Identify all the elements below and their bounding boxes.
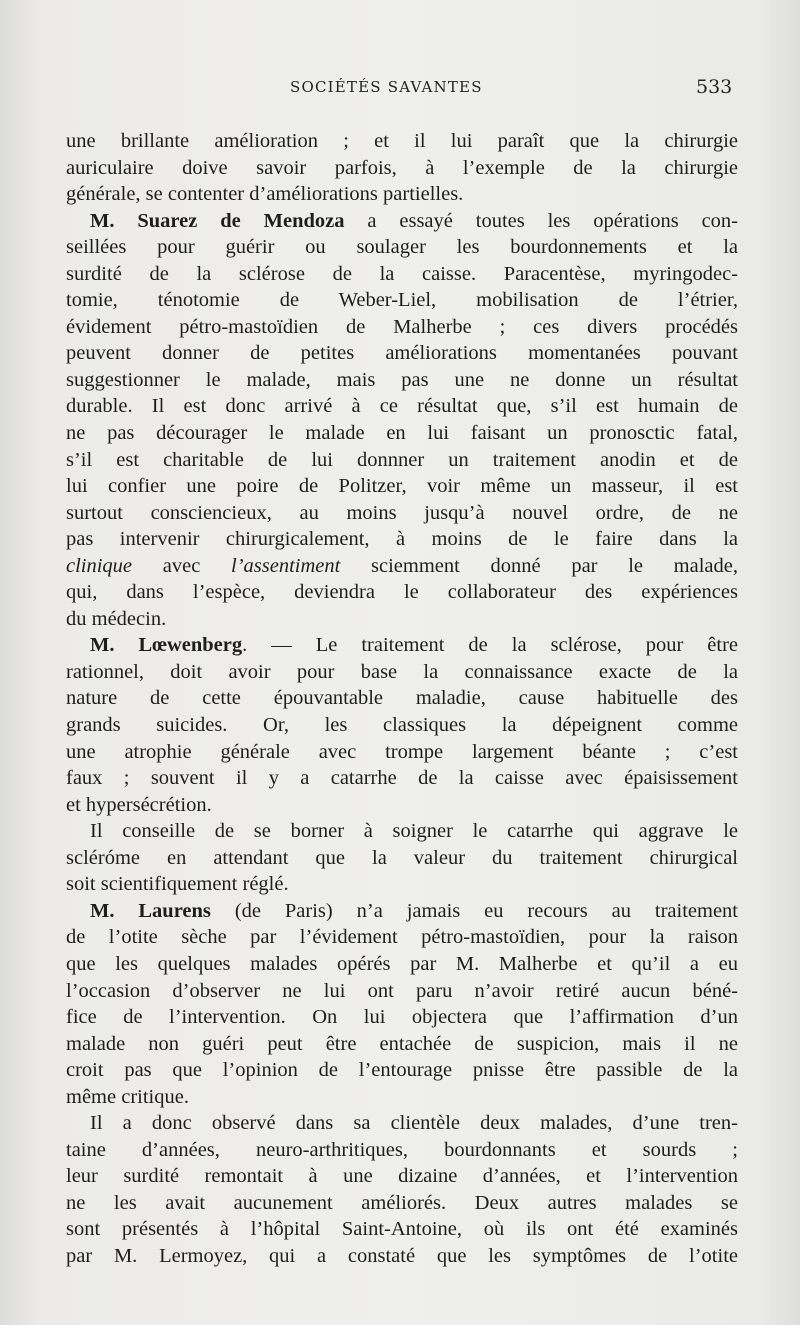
text-line: malade non guéri peut être entachée de suspicion, mais il ne bbox=[66, 1032, 738, 1055]
text-line: l’occasion d’observer ne lui ont paru n’avoir retiré aucun béné- bbox=[66, 979, 738, 1002]
text-line: taine d’années, neuro-arthritiques, bourdonnants et sourds ; bbox=[66, 1138, 738, 1161]
speaker-name: M. Lœwenberg bbox=[90, 634, 243, 657]
text-line: nature de cette épouvantable maladie, cause habituelle des bbox=[66, 687, 738, 710]
text-line: rationnel, doit avoir pour base la connaissance exacte de la bbox=[66, 660, 738, 683]
page-number: 533 bbox=[696, 76, 733, 98]
text-line: ne pas décourager le malade en lui faisant un pronosctic fatal, bbox=[66, 422, 738, 445]
text-line: lui confier une poire de Politzer, voir même un masseur, il est bbox=[66, 475, 738, 498]
text-line bbox=[66, 632, 738, 659]
text-line: Il a donc observé dans sa clientèle deux malades, d’une tren- bbox=[90, 1112, 738, 1135]
paragraph-suarez-de-mendoza bbox=[66, 208, 738, 633]
text-line: grands suicides. Or, les classiques la dépeignent comme bbox=[66, 714, 738, 737]
text-line: auriculaire doive savoir parfois, à l’exemple de la chirurgie bbox=[66, 156, 738, 179]
body-text bbox=[66, 128, 738, 1270]
speaker-name: M. Laurens bbox=[90, 899, 211, 922]
text-line: même critique. bbox=[66, 1085, 189, 1108]
text-line: du médecin. bbox=[66, 607, 167, 630]
text-line: évidement pétro-mastoïdien de Malherbe ; ces divers procédés bbox=[66, 315, 738, 338]
text-line: ne les avait aucunement améliorés. Deux autres malades se bbox=[66, 1191, 738, 1214]
text-line: une brillante amélioration ; et il lui paraît que la chirurgie bbox=[66, 130, 738, 152]
text-line: suggestionner le malade, mais pas une ne donne un résultat bbox=[66, 368, 738, 391]
text-line: une atrophie générale avec trompe largement béante ; c’est bbox=[66, 740, 738, 763]
text-line: par M. Lermoyez, qui a constaté que les symptômes de l’otite bbox=[66, 1244, 738, 1267]
text-line: de l’otite sèche par l’évidement pétro-mastoïdien, pour la raison bbox=[66, 926, 738, 949]
text-line: que les quelques malades opérés par M. Malherbe et qu’il a eu bbox=[66, 952, 738, 975]
text-line: faux ; souvent il y a catarrhe de la caisse avec épaisissement bbox=[66, 767, 738, 790]
text-line: générale, se contenter d’améliorations partielles. bbox=[66, 183, 464, 206]
text-line bbox=[66, 898, 738, 925]
text-line: scléróme en attendant que la valeur du traitement chirurgical bbox=[66, 846, 738, 869]
paragraph bbox=[66, 128, 738, 208]
running-title: SOCIÉTÉS SAVANTES bbox=[290, 78, 483, 96]
paragraph-loewenberg bbox=[66, 632, 738, 818]
text-line: croit pas que l’opinion de l’entourage pnisse être passible de la bbox=[66, 1059, 738, 1082]
speaker-name: M. Suarez de Mendoza bbox=[90, 209, 345, 232]
paragraph bbox=[66, 818, 738, 898]
text-line: s’il est charitable de lui donnner un traitement anodin et de bbox=[66, 448, 738, 471]
text-line bbox=[66, 553, 738, 580]
text-run: a essayé toutes les opérations con- bbox=[344, 209, 738, 232]
paragraph bbox=[66, 1110, 738, 1269]
italic-word: clinique bbox=[66, 554, 133, 577]
text-run: sciemment donné par le malade, bbox=[340, 554, 738, 577]
text-run: . — Le traitement de la sclérose, pour être bbox=[242, 634, 739, 657]
text-line: qui, dans l’espèce, deviendra le collaborateur des expériences bbox=[66, 581, 738, 604]
text-line: Il conseille de se borner à soigner le catarrhe qui aggrave le bbox=[90, 820, 738, 843]
text-line: sont présentés à l’hôpital Saint-Antoine, où ils ont été examinés bbox=[66, 1218, 738, 1241]
text-line: seillées pour guérir ou soulager les bourdonnements et la bbox=[66, 236, 738, 259]
text-line: surtout consciencieux, au moins jusqu’à nouvel ordre, de ne bbox=[66, 501, 738, 524]
text-line bbox=[66, 208, 738, 235]
text-line: surdité de la sclérose de la caisse. Paracentèse, myringodec- bbox=[66, 262, 738, 285]
text-line: fice de l’intervention. On lui objectera que l’affirmation d’un bbox=[66, 1006, 738, 1029]
text-run: avec bbox=[132, 554, 231, 577]
text-line: durable. Il est donc arrivé à ce résultat que, s’il est humain de bbox=[66, 395, 738, 418]
running-header bbox=[0, 78, 800, 108]
italic-word: l’assentiment bbox=[231, 554, 341, 577]
text-line: leur surdité remontait à une dizaine d’années, et l’intervention bbox=[66, 1165, 738, 1188]
paragraph-laurens bbox=[66, 898, 738, 1110]
text-line: tomie, ténotomie de Weber-Liel, mobilisation de l’étrier, bbox=[66, 289, 738, 312]
text-line: peuvent donner de petites améliorations momentanées pouvant bbox=[66, 342, 738, 365]
text-line: soit scientifiquement réglé. bbox=[66, 873, 289, 896]
text-line: et hypersécrétion. bbox=[66, 793, 212, 816]
text-line: pas intervenir chirurgicalement, à moins de le faire dans la bbox=[66, 528, 738, 551]
text-run: (de Paris) n’a jamais eu recours au traitement bbox=[210, 899, 738, 922]
